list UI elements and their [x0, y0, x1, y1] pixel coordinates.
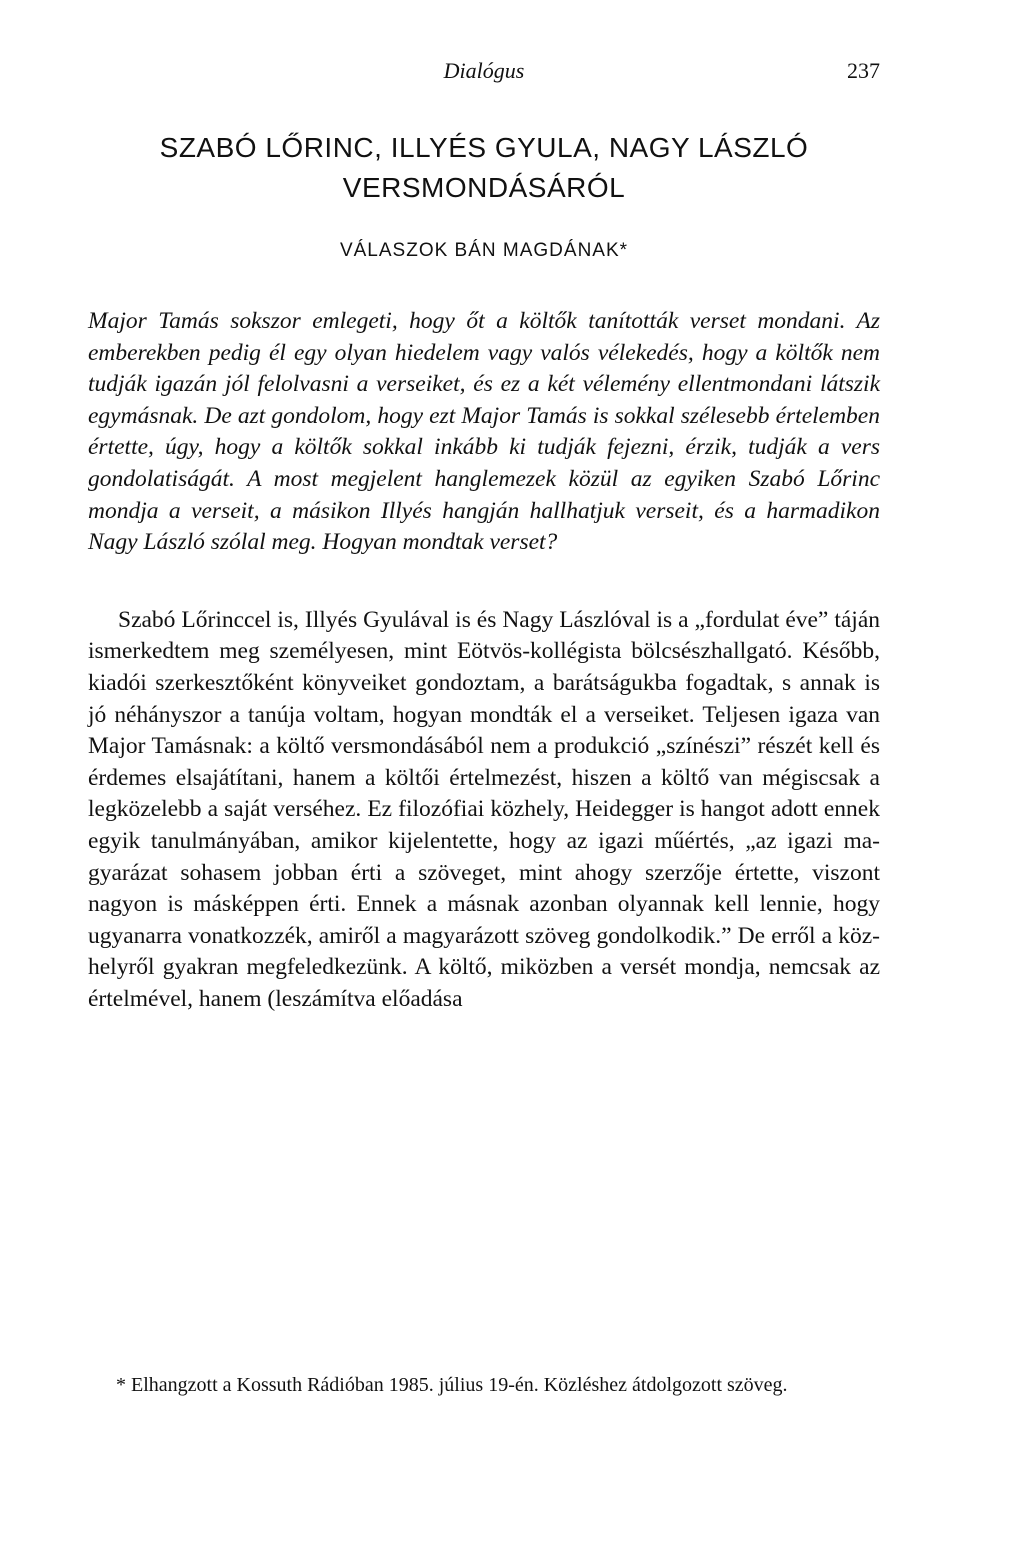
running-header	[88, 58, 880, 98]
interview-question: Major Tamás sokszor emlegeti, hogy őt a költők tanították verset mondani. Az emberekben pedig él egy olyan hiedelem vagy valós vélekedés, hogy a költők nem tudják igazán jól felolvasni a verseiket, és ez a két vélemény ellentmondani látszik egymásnak. De azt gondolom, hogy ezt Major Tamás is sokkal szélesebb értelemben értette, úgy, hogy a költők sokkal inkább ki tudják fejezni, érzik, tudják a vers gondolatiságát. A most megjelent hanglemezek közül az egyiken Szabó Lőrinc mondja a verseit, a másikon Illyés hangján hallhatjuk verseit, és a harmadikon Nagy László szólal meg. Hogyan mondtak verset?	[88, 308, 880, 556]
running-title: Dialógus	[443, 58, 525, 83]
page-number: 237	[847, 58, 880, 83]
article-subtitle: VÁLASZOK BÁN MAGDÁNAK*	[339, 240, 629, 261]
footnote: * Elhangzott a Kossuth Rádióban 1985. július 19-én. Közléshez átdolgozott szöveg.	[116, 1374, 788, 1396]
book-page	[88, 58, 880, 1039]
interview-answer: Szabó Lőrinccel is, Illyés Gyulával is és Nagy Lászlóval is a „fordulat éve” táján ismerkedtem meg személyesen, mint Eötvös-kollégista bölcsészhallgató. Később, kiadói szerkesztőként könyveiket gondoztam, a barátságukba fogadtak, s annak is jó néhányszor a tanúja voltam, hogyan mondták el a verseiket. Teljesen igaza van Major Tamásnak: a költő versmondásából nem a produkció „színészi” részét kell és érdemes elsajátítani, hanem a költői értelmezést, hiszen a költő van mégiscsak a legközelebb a saját verséhez. Ez filozófiai közhely, Heidegger is hangot adott ennek egyik tanulmányában, amikor kijelentette, hogy az igazi műértés, „az igazi magyarázat sohasem jobban érti a szöveget, mint ahogy szerzője értette, viszont nagyon is másképpen érti. Ennek a másnak azonban olyannak kell lennie, hogy ugyanarra vonatkozzék, amiről a magyarázott szöveg gondolkodik.” De erről a közhelyről gyakran megfeledkezünk. A költő, miközben a versét mondja, nemcsak az értelmével, hanem (leszámítva előadása	[88, 606, 880, 1012]
article-title: SZABÓ LŐRINC, ILLYÉS GYULA, NAGY LÁSZLÓ VERSMONDÁSÁRÓL	[159, 132, 809, 203]
